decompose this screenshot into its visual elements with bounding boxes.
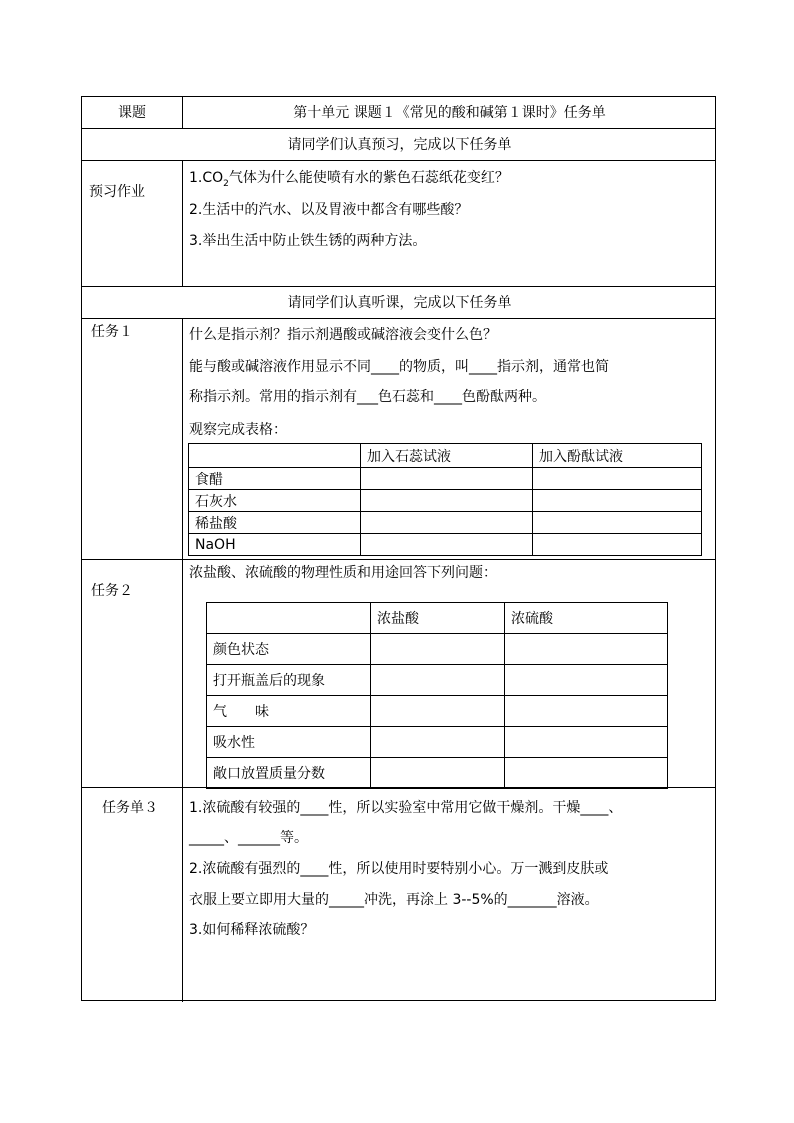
row-divider	[82, 128, 715, 129]
table-header-cell: 加入酚酞试液	[533, 444, 702, 468]
row-label: 颜色状态	[207, 634, 371, 665]
row-label: 石灰水	[189, 490, 361, 512]
answer-cell[interactable]	[361, 534, 533, 556]
answer-cell[interactable]	[371, 665, 505, 696]
table-row	[207, 696, 668, 727]
page-title: 第十单元 课题１《常见的酸和碱第１课时》任务单	[293, 105, 606, 121]
task1-line-2: 能与酸或碱溶液作用显示不同____的物质，叫____指示剂，通常也简	[189, 359, 609, 375]
table-header-row	[207, 603, 668, 634]
answer-cell[interactable]	[361, 512, 533, 534]
table-row	[189, 468, 702, 490]
row-label: 稀盐酸	[189, 512, 361, 534]
table-row	[207, 727, 668, 758]
task1-line-1: 什么是指示剂？指示剂遇酸或碱溶液会变什么色？	[189, 327, 497, 343]
row-label: 打开瓶盖后的现象	[207, 665, 371, 696]
row-divider	[82, 160, 715, 161]
row-divider	[82, 318, 715, 319]
preview-question-3: 3.举出生活中防止铁生锈的两种方法。	[189, 233, 427, 249]
row-label: 气 味	[207, 696, 371, 727]
task3-line-3: 2.浓硫酸有强烈的____性，所以使用时要特别小心。万一溅到皮肤或	[189, 861, 609, 877]
task3-line-1: 1.浓硫酸有较强的____性，所以实验室中常用它做干燥剂。干燥____、	[189, 800, 623, 816]
table-header-cell: 浓盐酸	[371, 603, 505, 634]
answer-cell[interactable]	[533, 512, 702, 534]
answer-cell[interactable]	[533, 490, 702, 512]
task1-line-4: 观察完成表格：	[189, 422, 287, 438]
row-label: 吸水性	[207, 727, 371, 758]
column-divider	[182, 160, 183, 286]
table-header-cell	[189, 444, 361, 468]
row-divider	[82, 286, 715, 287]
task1-line-3: 称指示剂。常用的指示剂有___色石蕊和____色酚酞两种。	[189, 389, 546, 405]
answer-cell[interactable]	[505, 758, 668, 789]
answer-cell[interactable]	[361, 468, 533, 490]
answer-cell[interactable]	[533, 534, 702, 556]
task-sheet	[81, 96, 716, 1001]
task3-line-2: _____、______等。	[189, 830, 308, 846]
row-label: 敞口放置质量分数	[207, 758, 371, 789]
table-row	[189, 490, 702, 512]
answer-cell[interactable]	[371, 696, 505, 727]
table-row	[207, 665, 668, 696]
table-row	[207, 758, 668, 789]
task2-label: 任务２	[91, 583, 133, 599]
answer-cell[interactable]	[505, 665, 668, 696]
preview-banner: 请同学们认真预习，完成以下任务单	[287, 137, 512, 153]
row-label: NaOH	[189, 534, 361, 556]
answer-cell[interactable]	[371, 758, 505, 789]
table-header-cell: 浓硫酸	[505, 603, 668, 634]
answer-cell[interactable]	[371, 634, 505, 665]
column-divider	[182, 318, 183, 1002]
answer-cell[interactable]	[533, 468, 702, 490]
table-row	[189, 512, 702, 534]
table-header-cell	[207, 603, 371, 634]
answer-cell[interactable]	[505, 634, 668, 665]
answer-cell[interactable]	[361, 490, 533, 512]
task3-label: 任务单３	[102, 800, 158, 816]
task3-line-5: 3.如何稀释浓硫酸？	[189, 922, 315, 938]
answer-cell[interactable]	[505, 727, 668, 758]
lecture-banner: 请同学们认真听课，完成以下任务单	[287, 295, 512, 311]
table-row	[189, 534, 702, 556]
answer-cell[interactable]	[505, 696, 668, 727]
answer-cell[interactable]	[371, 727, 505, 758]
task1-label: 任务１	[91, 324, 133, 340]
row-divider	[82, 559, 715, 560]
task2-intro: 浓盐酸、浓硫酸的物理性质和用途回答下列问题：	[189, 565, 497, 581]
row-label: 食醋	[189, 468, 361, 490]
table-row	[207, 634, 668, 665]
preview-label: 预习作业	[89, 184, 145, 200]
acid-properties-table	[206, 602, 668, 789]
table-header-cell: 加入石蕊试液	[361, 444, 533, 468]
preview-question-2: 2.生活中的汽水、以及胃液中都含有哪些酸？	[189, 202, 469, 218]
preview-question-1: $1.CO_2$气体为什么能使喷有水的紫色石蕊纸花变红？	[189, 170, 509, 189]
table-header-row	[189, 444, 702, 468]
indicator-table	[188, 443, 702, 556]
header-label: 课题	[118, 105, 146, 121]
task3-line-4: 衣服上要立即用大量的_____冲洗，再涂上 3--5%的_______溶液。	[189, 892, 599, 908]
